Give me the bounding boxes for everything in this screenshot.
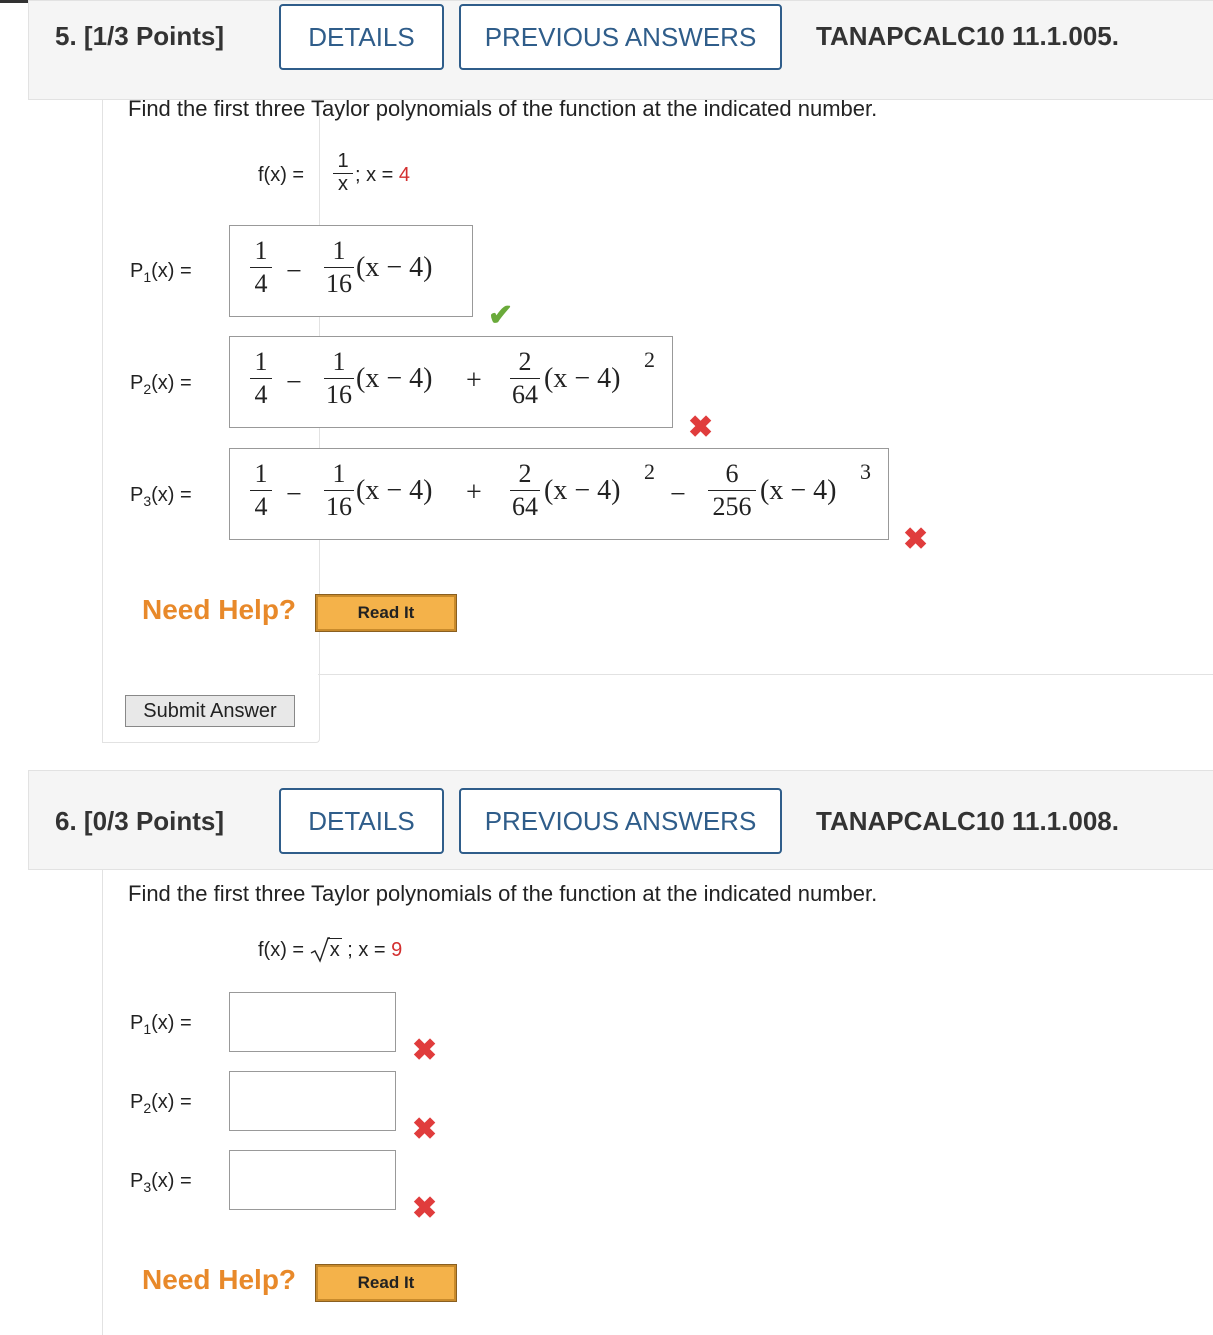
q5-func-fraction (333, 150, 353, 194)
q6-details-button[interactable]: DETAILS (279, 788, 444, 854)
q5-divider (318, 674, 1213, 675)
q5-func-lhs: f(x) = (258, 164, 305, 186)
q5-p2-frac2 (324, 347, 354, 410)
q5-p2-term2: (x − 4) (544, 363, 621, 394)
frac-den: 16 (326, 269, 352, 298)
cross-icon: ✖ (412, 1034, 438, 1067)
frac-den: 16 (326, 380, 352, 409)
q5-p2-frac3 (510, 347, 540, 410)
q5-p1-tail: (x) = (151, 260, 192, 282)
q6-p2-letter: P (130, 1091, 144, 1113)
frac-den: 4 (254, 492, 268, 521)
q6-p2-input[interactable] (229, 1071, 396, 1131)
q5-p1-label (130, 260, 192, 285)
q6-p3-letter: P (130, 1170, 144, 1192)
q6-p1-label (130, 1012, 192, 1037)
q5-p3-term3: (x − 4) (760, 475, 837, 506)
frac-den: 256 (712, 492, 752, 521)
q6-previous-answers-button[interactable]: PREVIOUS ANSWERS (459, 788, 782, 854)
q5-p3-frac3 (510, 459, 540, 522)
q5-p3-term2: (x − 4) (544, 475, 621, 506)
q6-p2-sub: 2 (143, 1100, 152, 1116)
q6-points: [0/3 Points] (83, 806, 225, 836)
cross-icon: ✖ (688, 411, 714, 444)
q6-func-radicand: x (329, 939, 340, 961)
q5-p1-frac2 (324, 236, 354, 299)
q5-p1-term: (x − 4) (356, 252, 433, 283)
plus-sign: + (466, 477, 482, 508)
frac-num: 1 (332, 347, 346, 376)
q5-code: TANAPCALC10 11.1.005. (816, 21, 1119, 51)
q6-title (55, 806, 224, 837)
q5-p3-label (130, 484, 192, 509)
q5-func-num: 1 (337, 150, 349, 172)
minus-sign: − (286, 479, 302, 510)
cross-icon: ✖ (412, 1113, 438, 1146)
q5-p2-term1: (x − 4) (356, 363, 433, 394)
q6-p3-sub: 3 (143, 1179, 152, 1195)
frac-num: 1 (254, 459, 268, 488)
frac-num: 6 (725, 459, 739, 488)
q6-p3-input[interactable] (229, 1150, 396, 1210)
q5-title (55, 21, 224, 52)
q6-p1-tail: (x) = (151, 1012, 192, 1034)
q6-prompt: Find the first three Taylor polynomials of the function at the indicated number. (128, 881, 878, 906)
q5-p3-frac1 (250, 459, 272, 522)
frac-den: 64 (512, 492, 538, 521)
q5-func-sep: ; x = (355, 164, 394, 186)
q5-p3-frac4 (708, 459, 756, 522)
exponent: 2 (644, 459, 655, 484)
q6-need-help: Need Help? (142, 1264, 297, 1295)
q6-code: TANAPCALC10 11.1.008. (816, 806, 1119, 836)
frac-num: 1 (332, 236, 346, 265)
frac-num: 1 (254, 236, 268, 265)
q5-need-help: Need Help? (142, 594, 297, 625)
q5-p2-sub: 2 (143, 381, 152, 397)
q5-number: 5. (55, 21, 77, 51)
q5-p1-input[interactable] (229, 225, 473, 317)
cross-icon: ✖ (412, 1192, 438, 1225)
q5-func-den: x (338, 173, 348, 195)
frac-den: 64 (512, 380, 538, 409)
q5-prompt: Find the first three Taylor polynomials of the function at the indicated number. (128, 96, 878, 121)
q6-p2-label (130, 1091, 192, 1116)
q6-read-it-button[interactable]: Read It (316, 1265, 456, 1301)
minus-sign: − (286, 256, 302, 287)
q6-p1-sub: 1 (143, 1021, 152, 1037)
minus-sign: − (286, 367, 302, 398)
frac-num: 2 (518, 347, 532, 376)
q6-p1-letter: P (130, 1012, 144, 1034)
q5-func-at (355, 164, 410, 187)
frac-den: 4 (254, 380, 268, 409)
q6-p2-tail: (x) = (151, 1091, 192, 1113)
submit-answer-button[interactable]: Submit Answer (125, 695, 295, 727)
q5-p1-letter: P (130, 260, 144, 282)
plus-sign: + (466, 365, 482, 396)
q5-func-value: 4 (398, 164, 411, 186)
q5-p2-input[interactable] (229, 336, 673, 428)
q5-points: [1/3 Points] (83, 21, 225, 51)
q6-function (258, 939, 402, 962)
q5-details-button[interactable]: DETAILS (279, 4, 444, 70)
check-icon: ✔ (488, 299, 514, 332)
q6-func-lhs: f(x) = (258, 939, 305, 961)
frac-den: 16 (326, 492, 352, 521)
q5-p1-frac1 (250, 236, 272, 299)
sqrt-icon (310, 937, 330, 963)
minus-sign: − (670, 479, 686, 510)
exponent: 2 (644, 347, 655, 372)
q5-read-it-button[interactable]: Read It (316, 595, 456, 631)
frac-num: 1 (332, 459, 346, 488)
q6-func-sqrt (310, 939, 342, 962)
q6-p1-input[interactable] (229, 992, 396, 1052)
q5-header (28, 0, 1213, 100)
exponent: 3 (860, 459, 871, 484)
q5-function (258, 164, 304, 187)
frac-num: 2 (518, 459, 532, 488)
q5-p3-sub: 3 (143, 493, 152, 509)
q6-func-value: 9 (391, 939, 403, 961)
q5-p2-tail: (x) = (151, 372, 192, 394)
q5-p3-term1: (x − 4) (356, 475, 433, 506)
q5-p1-sub: 1 (143, 269, 152, 285)
q5-p3-tail: (x) = (151, 484, 192, 506)
q5-p2-frac1 (250, 347, 272, 410)
cross-icon: ✖ (903, 523, 929, 556)
q5-p2-label (130, 372, 192, 397)
q5-previous-answers-button[interactable]: PREVIOUS ANSWERS (459, 4, 782, 70)
q6-number: 6. (55, 806, 77, 836)
q6-func-sep: ; x = (347, 939, 386, 961)
q6-header (28, 770, 1213, 870)
q5-p3-letter: P (130, 484, 144, 506)
q5-p2-letter: P (130, 372, 144, 394)
frac-den: 4 (254, 269, 268, 298)
q5-p3-frac2 (324, 459, 354, 522)
q6-body-frame (102, 870, 103, 1335)
q6-p3-tail: (x) = (151, 1170, 192, 1192)
frac-num: 1 (254, 347, 268, 376)
q6-p3-label (130, 1170, 192, 1195)
q5-p3-input[interactable] (229, 448, 889, 540)
